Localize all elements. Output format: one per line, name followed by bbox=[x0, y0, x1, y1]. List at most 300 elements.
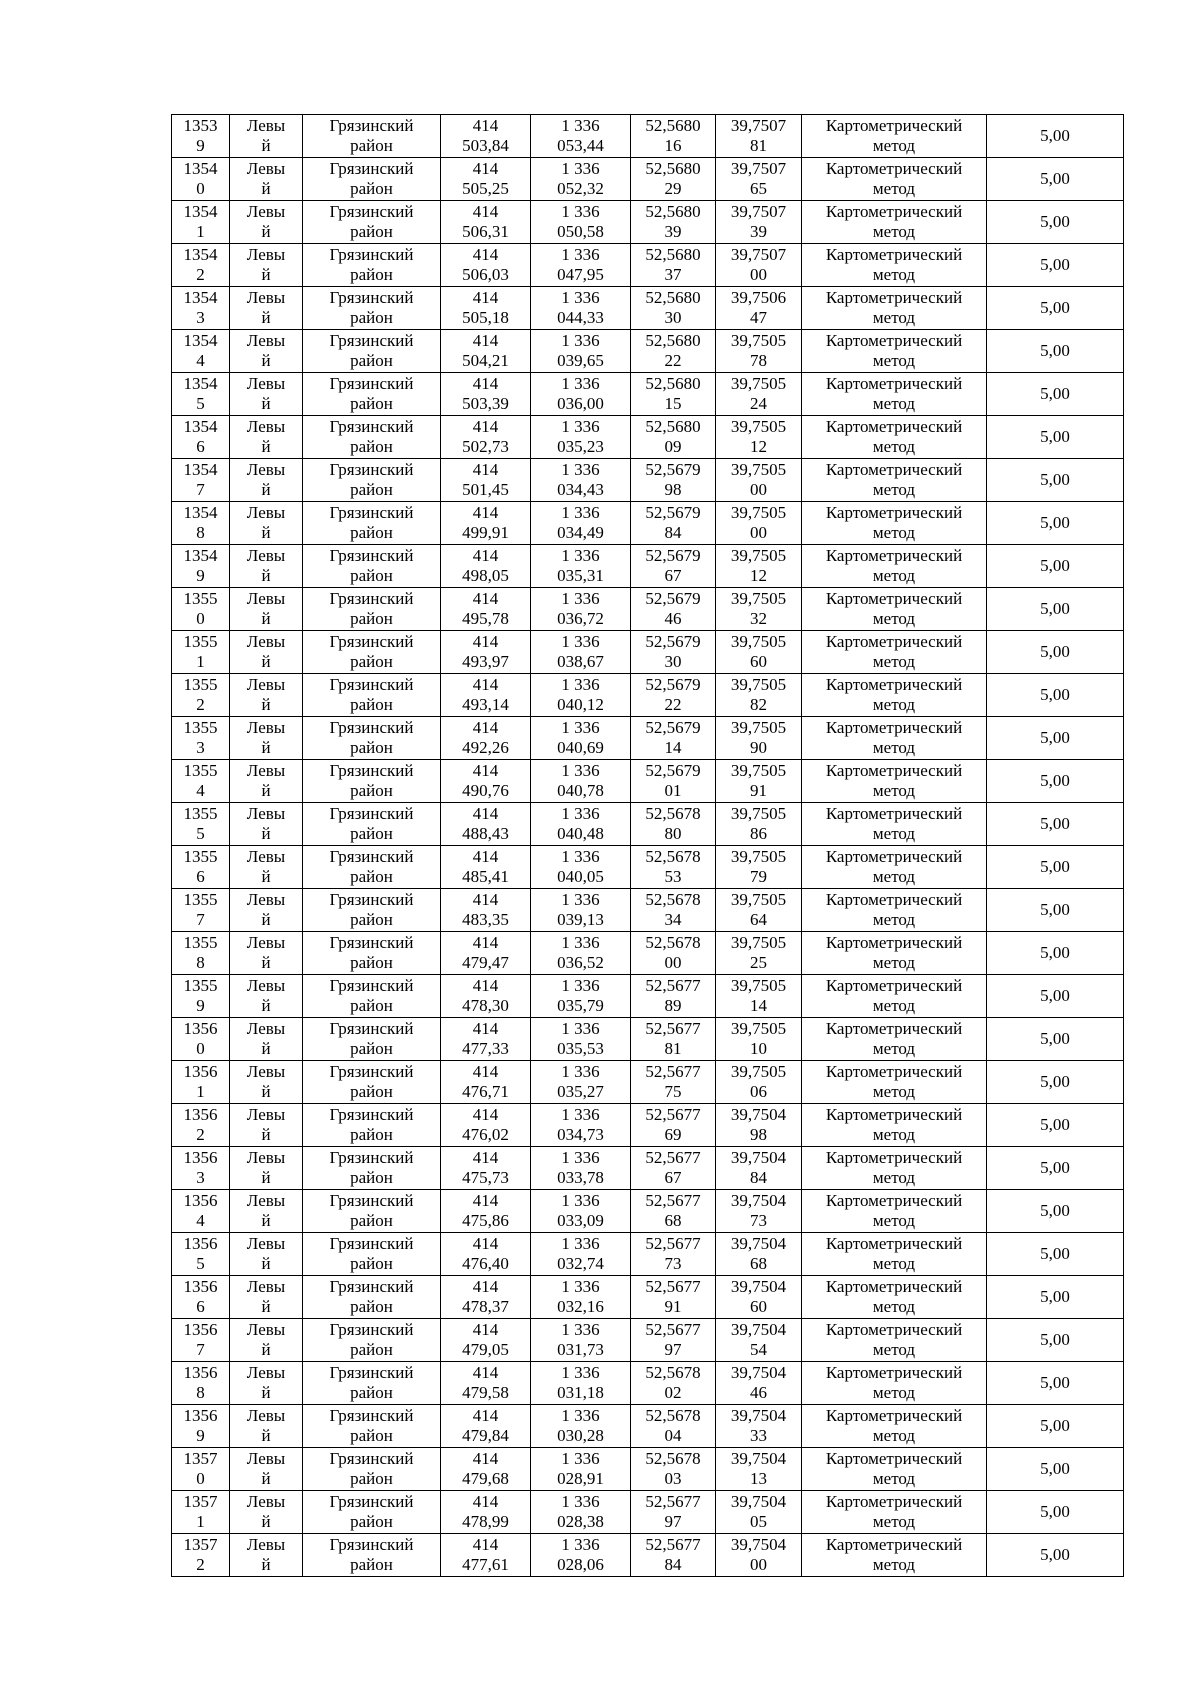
method-cell-line: метод bbox=[872, 1297, 916, 1316]
latitude-cell-line: 02 bbox=[664, 1383, 682, 1402]
district-cell-line: район bbox=[350, 1469, 393, 1488]
district-cell-line: район bbox=[350, 136, 393, 155]
coord-x-cell-line: 414 bbox=[472, 460, 499, 479]
bank-side-cell-line: й bbox=[261, 996, 271, 1015]
bank-side-cell bbox=[230, 545, 303, 588]
method-cell-line: метод bbox=[872, 1426, 916, 1445]
bank-side-cell-line: й bbox=[261, 179, 271, 198]
district-cell-line: район bbox=[350, 652, 393, 671]
point-number-cell-line: 4 bbox=[196, 781, 205, 800]
method-cell bbox=[802, 1061, 987, 1104]
coord-x-cell bbox=[441, 1276, 531, 1319]
coord-x-cell-line: 414 bbox=[472, 890, 499, 909]
longitude-cell bbox=[716, 1405, 802, 1448]
district-cell-line: Грязинский bbox=[329, 675, 414, 694]
coord-x-cell bbox=[441, 846, 531, 889]
bank-side-cell-line: Левы bbox=[246, 1191, 286, 1210]
accuracy-cell: 5,00 bbox=[987, 588, 1124, 631]
district-cell bbox=[303, 545, 441, 588]
district-cell-line: район bbox=[350, 265, 393, 284]
coord-y-cell-line: 028,91 bbox=[557, 1469, 604, 1488]
latitude-cell-line: 00 bbox=[664, 953, 682, 972]
district-cell bbox=[303, 760, 441, 803]
district-cell bbox=[303, 1448, 441, 1491]
point-number-cell-line: 1355 bbox=[183, 718, 218, 737]
longitude-cell-line: 14 bbox=[750, 996, 767, 1015]
latitude-cell bbox=[631, 459, 716, 502]
coord-y-cell-line: 1 336 bbox=[561, 159, 600, 178]
method-cell bbox=[802, 330, 987, 373]
bank-side-cell-line: Левы bbox=[246, 1062, 286, 1081]
coord-x-cell-line: 414 bbox=[472, 1535, 499, 1554]
coord-x-cell-line: 503,84 bbox=[462, 136, 509, 155]
longitude-cell-line: 60 bbox=[750, 1297, 767, 1316]
method-cell-line: Картометрический bbox=[825, 1320, 963, 1339]
method-cell-line: Картометрический bbox=[825, 1234, 963, 1253]
coord-x-cell bbox=[441, 717, 531, 760]
bank-side-cell-line: Левы bbox=[246, 1492, 286, 1511]
point-number-cell-line: 1356 bbox=[183, 1320, 218, 1339]
latitude-cell bbox=[631, 201, 716, 244]
coord-y-cell-line: 1 336 bbox=[561, 546, 600, 565]
bank-side-cell-line: Левы bbox=[246, 847, 286, 866]
coord-y-cell-line: 1 336 bbox=[561, 1449, 600, 1468]
coord-y-cell-line: 1 336 bbox=[561, 1492, 600, 1511]
point-number-cell bbox=[172, 545, 230, 588]
coord-y-cell bbox=[531, 975, 631, 1018]
coord-y-cell-line: 031,73 bbox=[557, 1340, 604, 1359]
method-cell-line: метод bbox=[872, 910, 916, 929]
latitude-cell bbox=[631, 760, 716, 803]
bank-side-cell bbox=[230, 1061, 303, 1104]
point-number-cell-line: 6 bbox=[196, 867, 205, 886]
latitude-cell bbox=[631, 1362, 716, 1405]
point-number-cell-line: 1356 bbox=[183, 1234, 218, 1253]
table-body bbox=[172, 115, 1124, 1577]
latitude-cell-line: 53 bbox=[664, 867, 682, 886]
district-cell-line: район bbox=[350, 867, 393, 886]
district-cell-line: Грязинский bbox=[329, 761, 414, 780]
coord-x-cell bbox=[441, 631, 531, 674]
bank-side-cell bbox=[230, 1018, 303, 1061]
coord-y-cell-line: 1 336 bbox=[561, 202, 600, 221]
bank-side-cell-line: й bbox=[261, 136, 271, 155]
method-cell bbox=[802, 1147, 987, 1190]
bank-side-cell bbox=[230, 1405, 303, 1448]
district-cell bbox=[303, 1276, 441, 1319]
coord-y-cell-line: 036,72 bbox=[557, 609, 604, 628]
coord-x-cell-line: 475,86 bbox=[462, 1211, 509, 1230]
coord-x-cell-line: 414 bbox=[472, 1320, 499, 1339]
method-cell-line: метод bbox=[872, 781, 916, 800]
longitude-cell-line: 39,7506 bbox=[730, 288, 787, 307]
bank-side-cell-line: й bbox=[261, 1383, 271, 1402]
coord-y-cell-line: 1 336 bbox=[561, 374, 600, 393]
longitude-cell-line: 81 bbox=[750, 136, 767, 155]
coord-y-cell-line: 1 336 bbox=[561, 804, 600, 823]
longitude-cell bbox=[716, 760, 802, 803]
latitude-cell-line: 52,5679 bbox=[645, 761, 701, 780]
coord-x-cell bbox=[441, 889, 531, 932]
bank-side-cell-line: Левы bbox=[246, 1277, 286, 1296]
district-cell-line: Грязинский bbox=[329, 847, 414, 866]
district-cell-line: район bbox=[350, 609, 393, 628]
coord-y-cell bbox=[531, 1104, 631, 1147]
latitude-cell bbox=[631, 932, 716, 975]
point-number-cell bbox=[172, 1534, 230, 1577]
coord-x-cell-line: 414 bbox=[472, 1148, 499, 1167]
method-cell-line: метод bbox=[872, 566, 916, 585]
district-cell-line: район bbox=[350, 394, 393, 413]
coord-x-cell-line: 414 bbox=[472, 202, 499, 221]
coord-y-cell-line: 035,31 bbox=[557, 566, 604, 585]
method-cell-line: Картометрический bbox=[825, 288, 963, 307]
latitude-cell-line: 46 bbox=[664, 609, 682, 628]
table-row bbox=[172, 1190, 1124, 1233]
method-cell bbox=[802, 373, 987, 416]
point-number-cell bbox=[172, 803, 230, 846]
longitude-cell bbox=[716, 545, 802, 588]
coord-y-cell bbox=[531, 459, 631, 502]
bank-side-cell-line: Левы bbox=[246, 202, 286, 221]
coord-x-cell-line: 414 bbox=[472, 546, 499, 565]
coord-x-cell-line: 414 bbox=[472, 632, 499, 651]
district-cell bbox=[303, 416, 441, 459]
accuracy-cell: 5,00 bbox=[987, 631, 1124, 674]
longitude-cell bbox=[716, 889, 802, 932]
district-cell-line: Грязинский bbox=[329, 417, 414, 436]
coord-y-cell-line: 1 336 bbox=[561, 1535, 600, 1554]
bank-side-cell-line: Левы bbox=[246, 761, 286, 780]
method-cell-line: метод bbox=[872, 308, 916, 327]
table-row bbox=[172, 975, 1124, 1018]
bank-side-cell-line: й bbox=[261, 351, 271, 370]
district-cell-line: район bbox=[350, 1082, 393, 1101]
coord-y-cell-line: 1 336 bbox=[561, 1277, 600, 1296]
point-number-cell-line: 3 bbox=[196, 738, 205, 757]
method-cell-line: метод bbox=[872, 824, 916, 843]
point-number-cell bbox=[172, 1405, 230, 1448]
method-cell-line: Картометрический bbox=[825, 460, 963, 479]
coord-x-cell-line: 479,58 bbox=[462, 1383, 509, 1402]
latitude-cell-line: 30 bbox=[664, 308, 682, 327]
table-row bbox=[172, 502, 1124, 545]
method-cell bbox=[802, 889, 987, 932]
coord-y-cell-line: 039,65 bbox=[557, 351, 604, 370]
point-number-cell-line: 1353 bbox=[183, 116, 218, 135]
latitude-cell-line: 52,5680 bbox=[645, 159, 701, 178]
longitude-cell-line: 47 bbox=[750, 308, 767, 327]
longitude-cell-line: 12 bbox=[750, 437, 767, 456]
latitude-cell-line: 52,5677 bbox=[645, 1535, 701, 1554]
latitude-cell-line: 52,5677 bbox=[645, 1148, 701, 1167]
point-number-cell-line: 6 bbox=[196, 1297, 205, 1316]
method-cell bbox=[802, 1362, 987, 1405]
table-row bbox=[172, 889, 1124, 932]
longitude-cell-line: 33 bbox=[750, 1426, 767, 1445]
longitude-cell-line: 39,7505 bbox=[730, 1062, 787, 1081]
latitude-cell-line: 67 bbox=[664, 566, 682, 585]
bank-side-cell bbox=[230, 373, 303, 416]
coord-y-cell-line: 1 336 bbox=[561, 847, 600, 866]
method-cell bbox=[802, 158, 987, 201]
method-cell bbox=[802, 1534, 987, 1577]
bank-side-cell-line: Левы bbox=[246, 503, 286, 522]
longitude-cell bbox=[716, 1448, 802, 1491]
coord-x-cell-line: 499,91 bbox=[462, 523, 509, 542]
method-cell-line: метод bbox=[872, 695, 916, 714]
bank-side-cell bbox=[230, 459, 303, 502]
longitude-cell-line: 39,7505 bbox=[730, 460, 787, 479]
coord-x-cell-line: 478,30 bbox=[462, 996, 509, 1015]
longitude-cell bbox=[716, 244, 802, 287]
longitude-cell-line: 39,7504 bbox=[730, 1277, 787, 1296]
district-cell-line: Грязинский bbox=[329, 288, 414, 307]
method-cell-line: Картометрический bbox=[825, 1449, 963, 1468]
latitude-cell bbox=[631, 416, 716, 459]
method-cell-line: Картометрический bbox=[825, 1019, 963, 1038]
coord-x-cell bbox=[441, 330, 531, 373]
table-row bbox=[172, 459, 1124, 502]
longitude-cell bbox=[716, 201, 802, 244]
bank-side-cell-line: Левы bbox=[246, 374, 286, 393]
longitude-cell-line: 65 bbox=[750, 179, 767, 198]
bank-side-cell bbox=[230, 846, 303, 889]
district-cell-line: район bbox=[350, 1426, 393, 1445]
coord-y-cell-line: 035,53 bbox=[557, 1039, 604, 1058]
bank-side-cell-line: й bbox=[261, 1082, 271, 1101]
district-cell bbox=[303, 1319, 441, 1362]
district-cell bbox=[303, 674, 441, 717]
coord-x-cell-line: 483,35 bbox=[462, 910, 509, 929]
coord-x-cell bbox=[441, 1104, 531, 1147]
method-cell bbox=[802, 459, 987, 502]
coord-y-cell-line: 028,06 bbox=[557, 1555, 604, 1574]
accuracy-cell: 5,00 bbox=[987, 760, 1124, 803]
accuracy-cell: 5,00 bbox=[987, 244, 1124, 287]
method-cell-line: Картометрический bbox=[825, 503, 963, 522]
method-cell-line: Картометрический bbox=[825, 1363, 963, 1382]
method-cell-line: Картометрический bbox=[825, 718, 963, 737]
method-cell-line: метод bbox=[872, 437, 916, 456]
point-number-cell-line: 0 bbox=[196, 179, 205, 198]
method-cell-line: метод bbox=[872, 265, 916, 284]
method-cell-line: Картометрический bbox=[825, 847, 963, 866]
coord-x-cell-line: 506,31 bbox=[462, 222, 509, 241]
longitude-cell bbox=[716, 416, 802, 459]
coord-x-cell bbox=[441, 1448, 531, 1491]
bank-side-cell-line: й bbox=[261, 1555, 271, 1574]
coord-y-cell bbox=[531, 1491, 631, 1534]
longitude-cell-line: 39,7504 bbox=[730, 1535, 787, 1554]
longitude-cell-line: 39,7504 bbox=[730, 1363, 787, 1382]
table-row bbox=[172, 1319, 1124, 1362]
bank-side-cell-line: й bbox=[261, 265, 271, 284]
coord-y-cell bbox=[531, 1276, 631, 1319]
method-cell bbox=[802, 932, 987, 975]
latitude-cell-line: 16 bbox=[664, 136, 682, 155]
longitude-cell-line: 73 bbox=[750, 1211, 767, 1230]
latitude-cell-line: 98 bbox=[664, 480, 682, 499]
coord-y-cell-line: 040,69 bbox=[557, 738, 604, 757]
longitude-cell-line: 54 bbox=[750, 1340, 767, 1359]
longitude-cell bbox=[716, 846, 802, 889]
coord-x-cell-line: 414 bbox=[472, 1449, 499, 1468]
longitude-cell bbox=[716, 1061, 802, 1104]
coord-x-cell bbox=[441, 932, 531, 975]
table-row bbox=[172, 1491, 1124, 1534]
district-cell-line: район bbox=[350, 308, 393, 327]
district-cell-line: район bbox=[350, 1383, 393, 1402]
coord-x-cell-line: 414 bbox=[472, 976, 499, 995]
latitude-cell-line: 01 bbox=[664, 781, 682, 800]
latitude-cell-line: 22 bbox=[664, 351, 682, 370]
method-cell bbox=[802, 1276, 987, 1319]
accuracy-cell: 5,00 bbox=[987, 717, 1124, 760]
point-number-cell bbox=[172, 1491, 230, 1534]
coord-y-cell-line: 1 336 bbox=[561, 1406, 600, 1425]
district-cell-line: район bbox=[350, 781, 393, 800]
district-cell-line: Грязинский bbox=[329, 589, 414, 608]
coord-y-cell bbox=[531, 115, 631, 158]
coord-y-cell-line: 1 336 bbox=[561, 632, 600, 651]
coordinates-table bbox=[171, 114, 1124, 1577]
latitude-cell-line: 73 bbox=[664, 1254, 682, 1273]
bank-side-cell bbox=[230, 1448, 303, 1491]
method-cell bbox=[802, 545, 987, 588]
longitude-cell-line: 25 bbox=[750, 953, 767, 972]
method-cell-line: Картометрический bbox=[825, 1191, 963, 1210]
method-cell-line: Картометрический bbox=[825, 374, 963, 393]
longitude-cell-line: 90 bbox=[750, 738, 767, 757]
method-cell bbox=[802, 416, 987, 459]
coord-x-cell bbox=[441, 1362, 531, 1405]
coord-y-cell bbox=[531, 717, 631, 760]
coord-x-cell-line: 414 bbox=[472, 847, 499, 866]
district-cell bbox=[303, 717, 441, 760]
point-number-cell bbox=[172, 244, 230, 287]
district-cell bbox=[303, 373, 441, 416]
latitude-cell-line: 34 bbox=[664, 910, 682, 929]
longitude-cell bbox=[716, 631, 802, 674]
latitude-cell bbox=[631, 803, 716, 846]
longitude-cell bbox=[716, 115, 802, 158]
accuracy-cell: 5,00 bbox=[987, 846, 1124, 889]
latitude-cell bbox=[631, 1018, 716, 1061]
bank-side-cell-line: Левы bbox=[246, 1019, 286, 1038]
point-number-cell-line: 1354 bbox=[183, 245, 218, 264]
bank-side-cell bbox=[230, 330, 303, 373]
point-number-cell bbox=[172, 502, 230, 545]
coord-y-cell bbox=[531, 1233, 631, 1276]
point-number-cell-line: 2 bbox=[196, 1125, 205, 1144]
longitude-cell-line: 39,7504 bbox=[730, 1105, 787, 1124]
district-cell-line: Грязинский bbox=[329, 890, 414, 909]
accuracy-cell: 5,00 bbox=[987, 803, 1124, 846]
latitude-cell-line: 52,5678 bbox=[645, 1449, 701, 1468]
district-cell bbox=[303, 502, 441, 545]
point-number-cell-line: 6 bbox=[196, 437, 205, 456]
coord-x-cell bbox=[441, 158, 531, 201]
point-number-cell-line: 7 bbox=[196, 1340, 205, 1359]
latitude-cell-line: 97 bbox=[664, 1512, 682, 1531]
accuracy-cell: 5,00 bbox=[987, 330, 1124, 373]
coord-y-cell-line: 1 336 bbox=[561, 331, 600, 350]
accuracy-cell: 5,00 bbox=[987, 1362, 1124, 1405]
latitude-cell bbox=[631, 330, 716, 373]
bank-side-cell-line: Левы bbox=[246, 1449, 286, 1468]
bank-side-cell-line: й bbox=[261, 394, 271, 413]
point-number-cell bbox=[172, 846, 230, 889]
longitude-cell-line: 39,7505 bbox=[730, 847, 787, 866]
method-cell-line: Картометрический bbox=[825, 589, 963, 608]
point-number-cell-line: 1354 bbox=[183, 288, 218, 307]
latitude-cell-line: 52,5679 bbox=[645, 546, 701, 565]
method-cell-line: Картометрический bbox=[825, 331, 963, 350]
method-cell bbox=[802, 674, 987, 717]
longitude-cell bbox=[716, 1491, 802, 1534]
longitude-cell bbox=[716, 1319, 802, 1362]
method-cell-line: Картометрический bbox=[825, 675, 963, 694]
point-number-cell bbox=[172, 416, 230, 459]
district-cell-line: район bbox=[350, 523, 393, 542]
coord-y-cell-line: 1 336 bbox=[561, 675, 600, 694]
table-row bbox=[172, 1147, 1124, 1190]
bank-side-cell-line: Левы bbox=[246, 718, 286, 737]
point-number-cell-line: 1357 bbox=[183, 1492, 218, 1511]
coord-y-cell-line: 1 336 bbox=[561, 718, 600, 737]
coord-x-cell-line: 488,43 bbox=[462, 824, 509, 843]
longitude-cell bbox=[716, 1276, 802, 1319]
point-number-cell bbox=[172, 889, 230, 932]
method-cell-line: Картометрический bbox=[825, 1492, 963, 1511]
district-cell-line: Грязинский bbox=[329, 202, 414, 221]
bank-side-cell-line: й bbox=[261, 1254, 271, 1273]
point-number-cell-line: 9 bbox=[196, 136, 205, 155]
coord-x-cell bbox=[441, 1534, 531, 1577]
district-cell-line: район bbox=[350, 1254, 393, 1273]
accuracy-cell: 5,00 bbox=[987, 975, 1124, 1018]
bank-side-cell-line: й bbox=[261, 1297, 271, 1316]
point-number-cell bbox=[172, 1104, 230, 1147]
longitude-cell-line: 91 bbox=[750, 781, 767, 800]
accuracy-cell: 5,00 bbox=[987, 201, 1124, 244]
longitude-cell bbox=[716, 1104, 802, 1147]
point-number-cell-line: 1356 bbox=[183, 1277, 218, 1296]
accuracy-cell: 5,00 bbox=[987, 1147, 1124, 1190]
point-number-cell bbox=[172, 459, 230, 502]
latitude-cell-line: 52,5677 bbox=[645, 976, 701, 995]
coord-x-cell bbox=[441, 1319, 531, 1362]
coord-x-cell bbox=[441, 287, 531, 330]
latitude-cell-line: 52,5680 bbox=[645, 116, 701, 135]
table-row bbox=[172, 1233, 1124, 1276]
method-cell bbox=[802, 1405, 987, 1448]
coord-x-cell bbox=[441, 975, 531, 1018]
point-number-cell-line: 4 bbox=[196, 351, 205, 370]
method-cell-line: метод bbox=[872, 1555, 916, 1574]
bank-side-cell bbox=[230, 201, 303, 244]
latitude-cell-line: 75 bbox=[664, 1082, 682, 1101]
district-cell-line: район bbox=[350, 953, 393, 972]
coord-y-cell-line: 1 336 bbox=[561, 116, 600, 135]
latitude-cell-line: 14 bbox=[664, 738, 682, 757]
district-cell bbox=[303, 1061, 441, 1104]
latitude-cell-line: 52,5677 bbox=[645, 1105, 701, 1124]
longitude-cell-line: 60 bbox=[750, 652, 767, 671]
latitude-cell-line: 52,5678 bbox=[645, 1406, 701, 1425]
coord-y-cell bbox=[531, 1405, 631, 1448]
